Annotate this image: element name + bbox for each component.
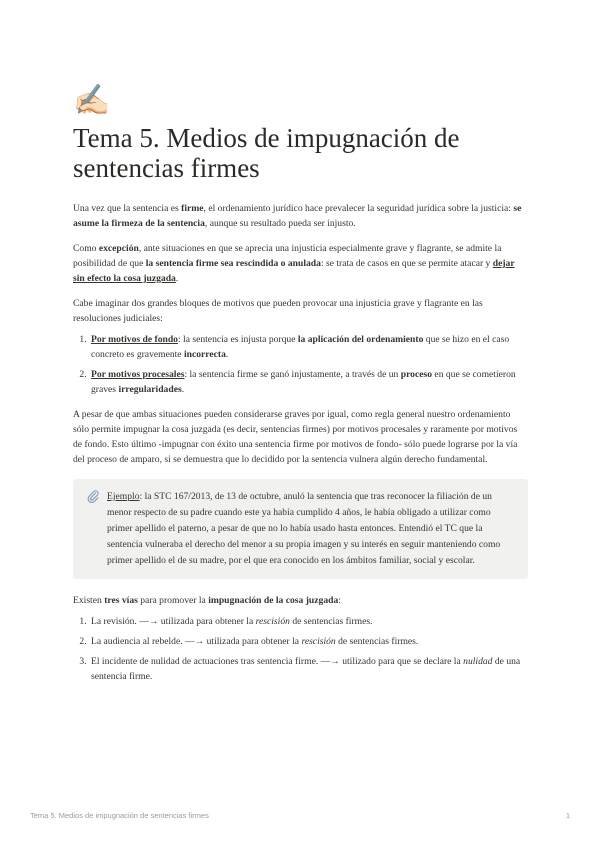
paragraph-tres-vias: Existen tres vías para promover la impugnación de la cosa juzgada: bbox=[73, 595, 341, 606]
footer-title: Tema 5. Medios de impugnación de sentencias firmes bbox=[30, 811, 209, 820]
list-item: 3. El incidente de nulidad de actuaciones tras sentencia firme. —→ utilizado para que se declare la nulidad de una sentencia firme. bbox=[89, 654, 528, 684]
page-title: Tema 5. Medios de impugnación de sentencias firmes bbox=[73, 123, 460, 183]
page-footer bbox=[30, 811, 570, 820]
list-item: 1. La revisión. —→ utilizada para obtener la rescisión de sentencias firmes. bbox=[89, 614, 528, 629]
list-item: 1. Por motivos de fondo: la sentencia es injusta porque la aplicación del ordenamiento que se hizo en el caso concreto es gravemente incorrecta. bbox=[89, 332, 528, 362]
paragraph-bloques: Cabe imaginar dos grandes bloques de motivos que pueden provocar una injusticia grave y flagrante en las resoluciones judiciales: bbox=[73, 298, 483, 324]
document-page bbox=[73, 84, 528, 689]
paragraph-regla-general: A pesar de que ambas situaciones pueden considerarse graves por igual, como regla general nuestro ordenamiento sólo permite impugnar la cosa juzgada (es decir, sentencias firmes) por motivos procesales y raramente por motivos de fondo. Esto último -impugnar con éxito una sentencia firme por motivos de fondo- sólo puede lograrse por la vía del proceso de amparo, si se demuestra que lo decidido por la sentencia vulnera algún derecho fundamental. bbox=[73, 409, 518, 465]
paragraph-firmeza: Una vez que la sentencia es firme, el ordenamiento jurídico hace prevalecer la seguridad jurídica sobre la justicia: se asume la firmeza de la sentencia, aunque su resultado pueda ser injusto. bbox=[73, 203, 522, 229]
example-callout bbox=[73, 479, 528, 579]
paragraph-excepcion: Como excepción, ante situaciones en que se aprecia una injusticia especialmente grave y flagrante, se admite la posibilidad de que la sentencia firme sea rescindida o anulada: se trata de casos en que se permite atacar y dejar sin efecto la cosa juzgada. bbox=[73, 243, 515, 284]
example-label: Ejemplo bbox=[107, 491, 140, 502]
motivos-list bbox=[73, 332, 528, 397]
list-item: 2. La audiencia al rebelde. —→ utilizada para obtener la rescisión de sentencias firmes. bbox=[89, 634, 528, 649]
list-item: 2. Por motivos procesales: la sentencia firme se ganó injustamente, a través de un proceso en que se cometieron graves irregularidades. bbox=[89, 367, 528, 397]
page-number: 1 bbox=[565, 811, 570, 820]
vias-list bbox=[73, 614, 528, 684]
paperclip-icon bbox=[87, 489, 107, 569]
example-text: : la STC 167/2013, de 13 de octubre, anuló la sentencia que tras reconocer la filiación de un menor respecto de su padre cuando este ya había cumplido 4 años, le había obligado a utilizar como primer apellido el paterno, a pesar de que no lo había usado hasta entonces. Entendió el TC que la sentencia vulneraba el derecho del menor a su propia imagen y su interés en seguir manteniendo como primer apellido el de su madre, por el que era conocido en los ámbitos familiar, social y escolar. bbox=[107, 491, 501, 566]
writing-hand-icon: ✍🏻 bbox=[73, 84, 111, 117]
